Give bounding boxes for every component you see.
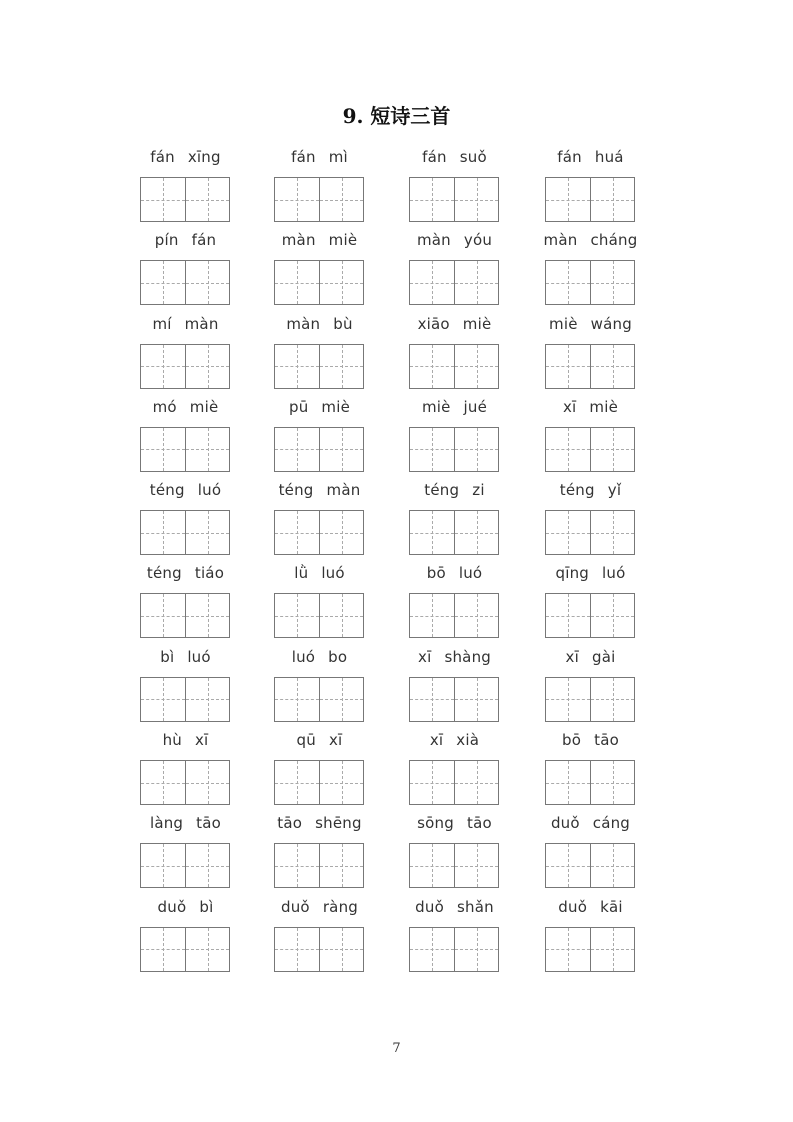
- writing-cell[interactable]: [590, 928, 634, 971]
- writing-cell[interactable]: [454, 594, 498, 637]
- word-item: [409, 646, 500, 722]
- writing-cell[interactable]: [185, 511, 229, 554]
- pinyin-syllable: tiáo: [194, 564, 225, 583]
- pinyin-syllable: tāo: [277, 814, 303, 833]
- tianzige-boxes: [274, 760, 364, 805]
- writing-cell[interactable]: [454, 928, 498, 971]
- writing-cell[interactable]: [590, 844, 634, 887]
- writing-cell[interactable]: [410, 511, 454, 554]
- writing-cell[interactable]: [185, 261, 229, 304]
- pinyin-syllable: mí: [152, 314, 172, 333]
- pinyin-label: [140, 812, 231, 834]
- tianzige-boxes: [140, 427, 230, 472]
- pinyin-syllable: shēng: [315, 814, 362, 833]
- writing-cell[interactable]: [185, 594, 229, 637]
- pinyin-label: [274, 146, 365, 168]
- word-item: [140, 646, 231, 722]
- worksheet-row: [140, 146, 636, 229]
- writing-cell[interactable]: [590, 511, 634, 554]
- word-item: [274, 479, 365, 555]
- pinyin-syllable: miè: [321, 397, 351, 416]
- word-item: [409, 562, 500, 638]
- writing-cell[interactable]: [454, 511, 498, 554]
- writing-cell[interactable]: [454, 345, 498, 388]
- pinyin-syllable: tāo: [466, 814, 492, 833]
- writing-cell[interactable]: [454, 428, 498, 471]
- pinyin-syllable: yǐ: [607, 481, 622, 500]
- pinyin-syllable: lǜ: [294, 564, 309, 583]
- writing-cell[interactable]: [590, 261, 634, 304]
- pinyin-label: [274, 896, 365, 918]
- writing-cell[interactable]: [275, 178, 319, 221]
- word-item: [274, 229, 365, 305]
- pinyin-syllable: fán: [291, 148, 316, 166]
- word-item: [274, 896, 365, 972]
- word-item: [409, 729, 500, 805]
- word-item: [274, 313, 365, 389]
- pinyin-label: [274, 646, 365, 668]
- writing-cell[interactable]: [185, 844, 229, 887]
- tianzige-boxes: [409, 344, 499, 389]
- pinyin-syllable: bō: [426, 564, 446, 583]
- pinyin-label: [545, 229, 636, 251]
- pinyin-syllable: màn: [416, 231, 451, 250]
- word-item: [140, 146, 231, 222]
- pinyin-label: [140, 396, 231, 418]
- tianzige-boxes: [409, 260, 499, 305]
- writing-cell[interactable]: [275, 261, 319, 304]
- writing-cell[interactable]: [319, 261, 363, 304]
- writing-cell[interactable]: [410, 594, 454, 637]
- pinyin-syllable: xīng: [187, 148, 221, 166]
- pinyin-syllable: bo: [328, 647, 348, 666]
- pinyin-syllable: miè: [421, 397, 451, 416]
- pinyin-label: [140, 562, 231, 584]
- pinyin-label: [545, 146, 636, 168]
- writing-cell[interactable]: [410, 261, 454, 304]
- pinyin-syllable: yóu: [463, 231, 493, 250]
- pinyin-syllable: suǒ: [459, 148, 487, 166]
- word-item: [545, 646, 636, 722]
- pinyin-syllable: gài: [591, 647, 616, 666]
- pinyin-label: [140, 896, 231, 918]
- pinyin-label: [274, 562, 365, 584]
- pinyin-syllable: téng: [559, 481, 595, 500]
- pinyin-label: [545, 812, 636, 834]
- word-item: [409, 896, 500, 972]
- word-item: [140, 229, 231, 305]
- word-item: [545, 396, 636, 472]
- worksheet-row: [140, 562, 636, 645]
- writing-cell[interactable]: [590, 594, 634, 637]
- writing-cell[interactable]: [546, 844, 590, 887]
- pinyin-syllable: bù: [333, 314, 353, 333]
- writing-cell[interactable]: [590, 345, 634, 388]
- word-item: [140, 812, 231, 888]
- writing-cell[interactable]: [141, 844, 185, 887]
- writing-cell[interactable]: [319, 678, 363, 721]
- pinyin-syllable: cháng: [590, 231, 638, 250]
- word-item: [140, 313, 231, 389]
- writing-cell[interactable]: [141, 511, 185, 554]
- pinyin-syllable: fán: [191, 231, 217, 250]
- pinyin-syllable: tāo: [594, 731, 619, 750]
- pinyin-syllable: miè: [589, 397, 619, 416]
- tianzige-boxes: [274, 427, 364, 472]
- writing-cell[interactable]: [590, 178, 634, 221]
- pinyin-syllable: màn: [184, 314, 219, 333]
- writing-cell[interactable]: [590, 678, 634, 721]
- tianzige-boxes: [140, 593, 230, 638]
- writing-cell[interactable]: [275, 345, 319, 388]
- writing-cell[interactable]: [141, 178, 185, 221]
- writing-cell[interactable]: [185, 678, 229, 721]
- pinyin-syllable: qīng: [555, 564, 590, 583]
- word-item: [545, 896, 636, 972]
- page-title: 9. 短诗三首: [342, 104, 451, 128]
- tianzige-boxes: [409, 760, 499, 805]
- tianzige-boxes: [274, 344, 364, 389]
- pinyin-label: [140, 313, 231, 335]
- pinyin-syllable: téng: [278, 481, 314, 500]
- pinyin-label: [409, 896, 500, 918]
- pinyin-syllable: bō: [562, 731, 582, 750]
- writing-cell[interactable]: [141, 345, 185, 388]
- pinyin-syllable: duǒ: [558, 897, 588, 916]
- pinyin-syllable: zi: [472, 481, 485, 500]
- pinyin-syllable: xià: [456, 731, 480, 750]
- pinyin-label: [409, 146, 500, 168]
- tianzige-boxes: [409, 510, 499, 555]
- word-item: [140, 729, 231, 805]
- pinyin-syllable: téng: [424, 481, 460, 500]
- writing-cell[interactable]: [546, 511, 590, 554]
- worksheet-row: [140, 396, 636, 479]
- worksheet-row: [140, 313, 636, 396]
- word-item: [274, 562, 365, 638]
- writing-cell[interactable]: [546, 428, 590, 471]
- pinyin-syllable: luó: [291, 647, 316, 666]
- tianzige-boxes: [274, 593, 364, 638]
- pinyin-syllable: téng: [146, 564, 182, 583]
- writing-cell[interactable]: [275, 844, 319, 887]
- pinyin-syllable: duǒ: [415, 897, 444, 916]
- tianzige-boxes: [140, 260, 230, 305]
- tianzige-boxes: [545, 344, 635, 389]
- pinyin-writing-grid: [140, 146, 636, 979]
- pinyin-syllable: tāo: [196, 814, 222, 833]
- pinyin-label: [140, 479, 231, 501]
- pinyin-syllable: duǒ: [550, 814, 580, 833]
- pinyin-syllable: shàng: [444, 647, 491, 666]
- writing-cell[interactable]: [410, 678, 454, 721]
- writing-cell[interactable]: [546, 261, 590, 304]
- tianzige-boxes: [545, 260, 635, 305]
- writing-cell[interactable]: [275, 428, 319, 471]
- writing-cell[interactable]: [319, 928, 363, 971]
- pinyin-syllable: xī: [562, 397, 577, 416]
- tianzige-boxes: [274, 260, 364, 305]
- pinyin-syllable: xī: [328, 731, 343, 750]
- pinyin-syllable: luó: [458, 564, 483, 583]
- tianzige-boxes: [545, 427, 635, 472]
- writing-cell[interactable]: [185, 345, 229, 388]
- tianzige-boxes: [140, 927, 230, 972]
- worksheet-row: [140, 896, 636, 979]
- pinyin-syllable: qū: [296, 731, 316, 750]
- writing-cell[interactable]: [410, 761, 454, 804]
- tianzige-boxes: [409, 677, 499, 722]
- page-number: 7: [392, 1041, 401, 1056]
- word-item: [274, 812, 365, 888]
- pinyin-syllable: hù: [162, 731, 182, 750]
- writing-cell[interactable]: [275, 678, 319, 721]
- writing-cell[interactable]: [141, 594, 185, 637]
- word-item: [409, 396, 500, 472]
- worksheet-row: [140, 646, 636, 729]
- pinyin-syllable: cáng: [592, 814, 631, 833]
- pinyin-syllable: luó: [187, 647, 211, 666]
- pinyin-syllable: fán: [150, 148, 175, 166]
- pinyin-label: [545, 313, 636, 335]
- pinyin-label: [409, 729, 500, 751]
- writing-cell[interactable]: [546, 345, 590, 388]
- writing-cell[interactable]: [546, 594, 590, 637]
- writing-cell[interactable]: [454, 261, 498, 304]
- pinyin-label: [274, 313, 365, 335]
- word-item: [140, 479, 231, 555]
- writing-cell[interactable]: [141, 761, 185, 804]
- writing-cell[interactable]: [319, 844, 363, 887]
- pinyin-syllable: duǒ: [157, 897, 187, 916]
- writing-cell[interactable]: [546, 678, 590, 721]
- writing-cell[interactable]: [319, 345, 363, 388]
- pinyin-syllable: miè: [189, 397, 219, 416]
- writing-cell[interactable]: [454, 844, 498, 887]
- word-item: [409, 479, 500, 555]
- pinyin-label: [140, 146, 231, 168]
- word-item: [545, 313, 636, 389]
- worksheet-row: [140, 229, 636, 312]
- writing-cell[interactable]: [590, 428, 634, 471]
- word-item: [274, 646, 365, 722]
- pinyin-syllable: pū: [288, 397, 309, 416]
- tianzige-boxes: [409, 843, 499, 888]
- tianzige-boxes: [409, 593, 499, 638]
- writing-cell[interactable]: [410, 428, 454, 471]
- pinyin-label: [409, 313, 500, 335]
- word-item: [545, 729, 636, 805]
- writing-cell[interactable]: [275, 761, 319, 804]
- pinyin-label: [274, 729, 365, 751]
- pinyin-label: [545, 562, 636, 584]
- pinyin-syllable: fán: [422, 148, 447, 166]
- tianzige-boxes: [140, 760, 230, 805]
- pinyin-syllable: màn: [543, 231, 578, 250]
- word-item: [545, 146, 636, 222]
- writing-cell[interactable]: [275, 511, 319, 554]
- tianzige-boxes: [545, 760, 635, 805]
- pinyin-syllable: miè: [462, 314, 492, 333]
- writing-cell[interactable]: [319, 511, 363, 554]
- pinyin-syllable: jué: [463, 397, 488, 416]
- pinyin-syllable: xī: [194, 731, 209, 750]
- pinyin-syllable: miè: [549, 314, 578, 333]
- pinyin-label: [409, 562, 500, 584]
- pinyin-syllable: bì: [199, 897, 214, 916]
- writing-cell[interactable]: [319, 594, 363, 637]
- tianzige-boxes: [409, 427, 499, 472]
- tianzige-boxes: [545, 177, 635, 222]
- pinyin-label: [140, 646, 231, 668]
- pinyin-syllable: luó: [197, 481, 222, 500]
- word-item: [274, 146, 365, 222]
- pinyin-label: [409, 646, 500, 668]
- pinyin-label: [274, 479, 365, 501]
- word-item: [140, 396, 231, 472]
- writing-cell[interactable]: [410, 928, 454, 971]
- worksheet-row: [140, 812, 636, 895]
- pinyin-syllable: wáng: [590, 314, 632, 333]
- tianzige-boxes: [545, 927, 635, 972]
- worksheet-row: [140, 729, 636, 812]
- pinyin-syllable: xiāo: [417, 314, 450, 333]
- writing-cell[interactable]: [546, 761, 590, 804]
- tianzige-boxes: [274, 677, 364, 722]
- pinyin-syllable: pín: [154, 231, 179, 250]
- pinyin-label: [545, 646, 636, 668]
- tianzige-boxes: [140, 177, 230, 222]
- pinyin-syllable: luó: [602, 564, 626, 583]
- writing-cell[interactable]: [546, 928, 590, 971]
- pinyin-syllable: luó: [321, 564, 345, 583]
- tianzige-boxes: [274, 843, 364, 888]
- tianzige-boxes: [140, 344, 230, 389]
- writing-cell[interactable]: [410, 844, 454, 887]
- writing-cell[interactable]: [454, 678, 498, 721]
- pinyin-label: [274, 396, 365, 418]
- writing-cell[interactable]: [454, 761, 498, 804]
- pinyin-label: [274, 812, 365, 834]
- pinyin-label: [545, 896, 636, 918]
- word-item: [274, 396, 365, 472]
- tianzige-boxes: [545, 843, 635, 888]
- pinyin-syllable: mì: [328, 148, 348, 166]
- writing-cell[interactable]: [185, 178, 229, 221]
- pinyin-syllable: mó: [152, 397, 177, 416]
- tianzige-boxes: [545, 677, 635, 722]
- pinyin-syllable: màn: [286, 314, 321, 333]
- writing-cell[interactable]: [410, 178, 454, 221]
- word-item: [409, 229, 500, 305]
- tianzige-boxes: [274, 177, 364, 222]
- pinyin-syllable: shǎn: [456, 897, 494, 916]
- writing-cell[interactable]: [185, 928, 229, 971]
- pinyin-label: [409, 229, 500, 251]
- word-item: [409, 812, 500, 888]
- worksheet-row: [140, 479, 636, 562]
- tianzige-boxes: [545, 593, 635, 638]
- writing-cell[interactable]: [275, 928, 319, 971]
- pinyin-syllable: téng: [149, 481, 185, 500]
- pinyin-syllable: kāi: [600, 897, 623, 916]
- pinyin-syllable: xī: [565, 647, 579, 666]
- pinyin-syllable: xī: [418, 647, 432, 666]
- writing-cell[interactable]: [319, 761, 363, 804]
- pinyin-label: [545, 479, 636, 501]
- writing-cell[interactable]: [319, 178, 363, 221]
- writing-cell[interactable]: [454, 178, 498, 221]
- writing-cell[interactable]: [141, 678, 185, 721]
- pinyin-label: [140, 229, 231, 251]
- pinyin-syllable: fán: [557, 148, 582, 166]
- writing-cell[interactable]: [141, 928, 185, 971]
- pinyin-label: [140, 729, 231, 751]
- word-item: [545, 562, 636, 638]
- writing-cell[interactable]: [141, 428, 185, 471]
- tianzige-boxes: [274, 927, 364, 972]
- pinyin-syllable: miè: [328, 231, 358, 250]
- word-item: [545, 479, 636, 555]
- pinyin-label: [409, 479, 500, 501]
- tianzige-boxes: [545, 510, 635, 555]
- writing-cell[interactable]: [590, 761, 634, 804]
- writing-cell[interactable]: [141, 261, 185, 304]
- word-item: [274, 729, 365, 805]
- tianzige-boxes: [409, 177, 499, 222]
- writing-cell[interactable]: [319, 428, 363, 471]
- pinyin-syllable: duǒ: [281, 897, 310, 916]
- writing-cell[interactable]: [185, 761, 229, 804]
- writing-cell[interactable]: [546, 178, 590, 221]
- pinyin-syllable: sōng: [417, 814, 454, 833]
- pinyin-syllable: ràng: [322, 897, 358, 916]
- tianzige-boxes: [409, 927, 499, 972]
- pinyin-syllable: huá: [594, 148, 624, 166]
- pinyin-syllable: làng: [149, 814, 184, 833]
- word-item: [140, 896, 231, 972]
- word-item: [409, 313, 500, 389]
- pinyin-label: [545, 396, 636, 418]
- writing-cell[interactable]: [275, 594, 319, 637]
- pinyin-label: [409, 396, 500, 418]
- tianzige-boxes: [140, 510, 230, 555]
- pinyin-label: [545, 729, 636, 751]
- word-item: [545, 812, 636, 888]
- pinyin-syllable: bì: [160, 647, 175, 666]
- pinyin-syllable: xī: [429, 731, 444, 750]
- pinyin-syllable: màn: [281, 231, 316, 250]
- word-item: [545, 229, 636, 305]
- word-item: [140, 562, 231, 638]
- writing-cell[interactable]: [410, 345, 454, 388]
- pinyin-label: [274, 229, 365, 251]
- tianzige-boxes: [140, 843, 230, 888]
- pinyin-syllable: màn: [326, 481, 361, 500]
- writing-cell[interactable]: [185, 428, 229, 471]
- tianzige-boxes: [140, 677, 230, 722]
- tianzige-boxes: [274, 510, 364, 555]
- word-item: [409, 146, 500, 222]
- pinyin-label: [409, 812, 500, 834]
